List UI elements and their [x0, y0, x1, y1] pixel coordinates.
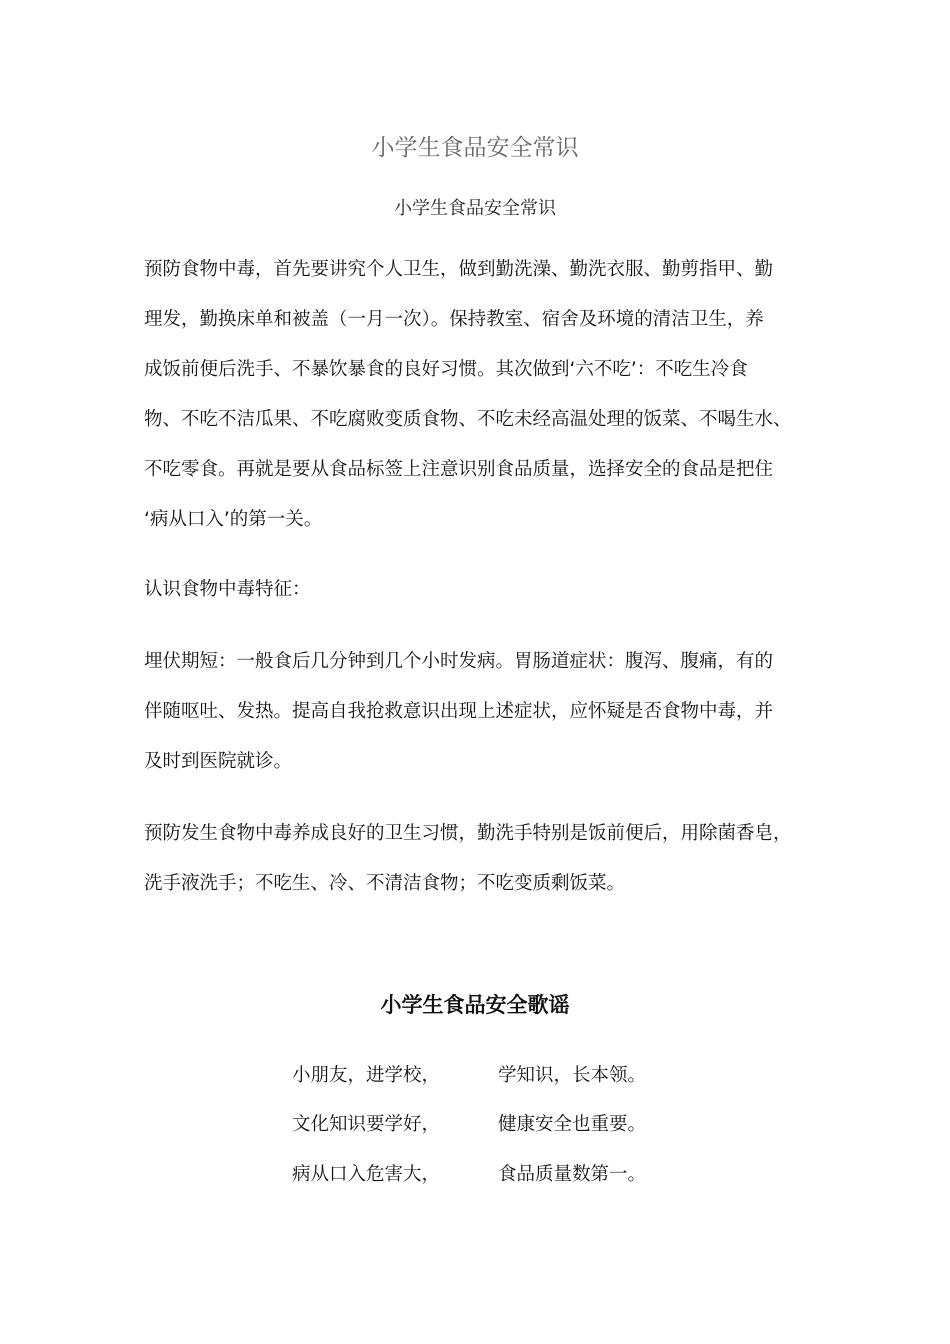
paragraph-line: 埋伏期短：一般食后几分钟到几个小时发病。胃肠道症状：腹泻、腹痛，有的 [144, 651, 774, 672]
paragraph-line: 理发，勤换床单和被盖（一月一次）。保持教室、宿舍及环境的清洁卫生，养 [144, 309, 764, 330]
song-line-right: 健康安全也重要。 [498, 1114, 647, 1135]
song-line-right: 食品质量数第一。 [498, 1164, 647, 1185]
song-line-left: 小朋友，进学校， [292, 1065, 441, 1086]
paragraph-line: 伴随呕吐、发热。提高自我抢救意识出现上述症状，应怀疑是否食物中毒，并 [144, 701, 774, 722]
paragraph-line: 成饭前便后洗手、不暴饮暴食的良好习惯。其次做到‘六不吃’：不吃生冷食 [144, 359, 748, 380]
song-heading: 小学生食品安全歌谣 [380, 993, 570, 1017]
document-title: 小学生食品安全常识 [371, 135, 579, 161]
features-heading-block [144, 576, 816, 626]
intro-paragraph [144, 256, 816, 556]
symptom-paragraph [144, 648, 816, 798]
song-line-left: 病从口入危害大， [292, 1164, 441, 1185]
document-subtitle: 小学生食品安全常识 [394, 198, 556, 219]
paragraph-line: 物、不吃不洁瓜果、不吃腐败变质食物、不吃未经高温处理的饭菜、不喝生水、 [144, 409, 792, 430]
features-heading: 认识食物中毒特征： [144, 579, 311, 600]
paragraph-line: 预防食物中毒，首先要讲究个人卫生，做到勤洗澡、勤洗衣服、勤剪指甲、勤 [144, 259, 774, 280]
prevention-paragraph [144, 820, 816, 920]
paragraph-line: 预防发生食物中毒养成良好的卫生习惯，勤洗手特别是饭前便后，用除菌香皂， [144, 823, 792, 844]
paragraph-line: ‘病从口入’的第一关。 [144, 509, 323, 530]
song-line-right: 学知识，长本领。 [498, 1065, 647, 1086]
paragraph-line: 及时到医院就诊。 [144, 751, 293, 772]
song-line-left: 文化知识要学好， [292, 1114, 441, 1135]
paragraph-line: 不吃零食。再就是要从食品标签上注意识别食品质量，选择安全的食品是把住 [144, 459, 774, 480]
paragraph-line: 洗手液洗手；不吃生、冷、不清洁食物；不吃变质剩饭菜。 [144, 873, 626, 894]
